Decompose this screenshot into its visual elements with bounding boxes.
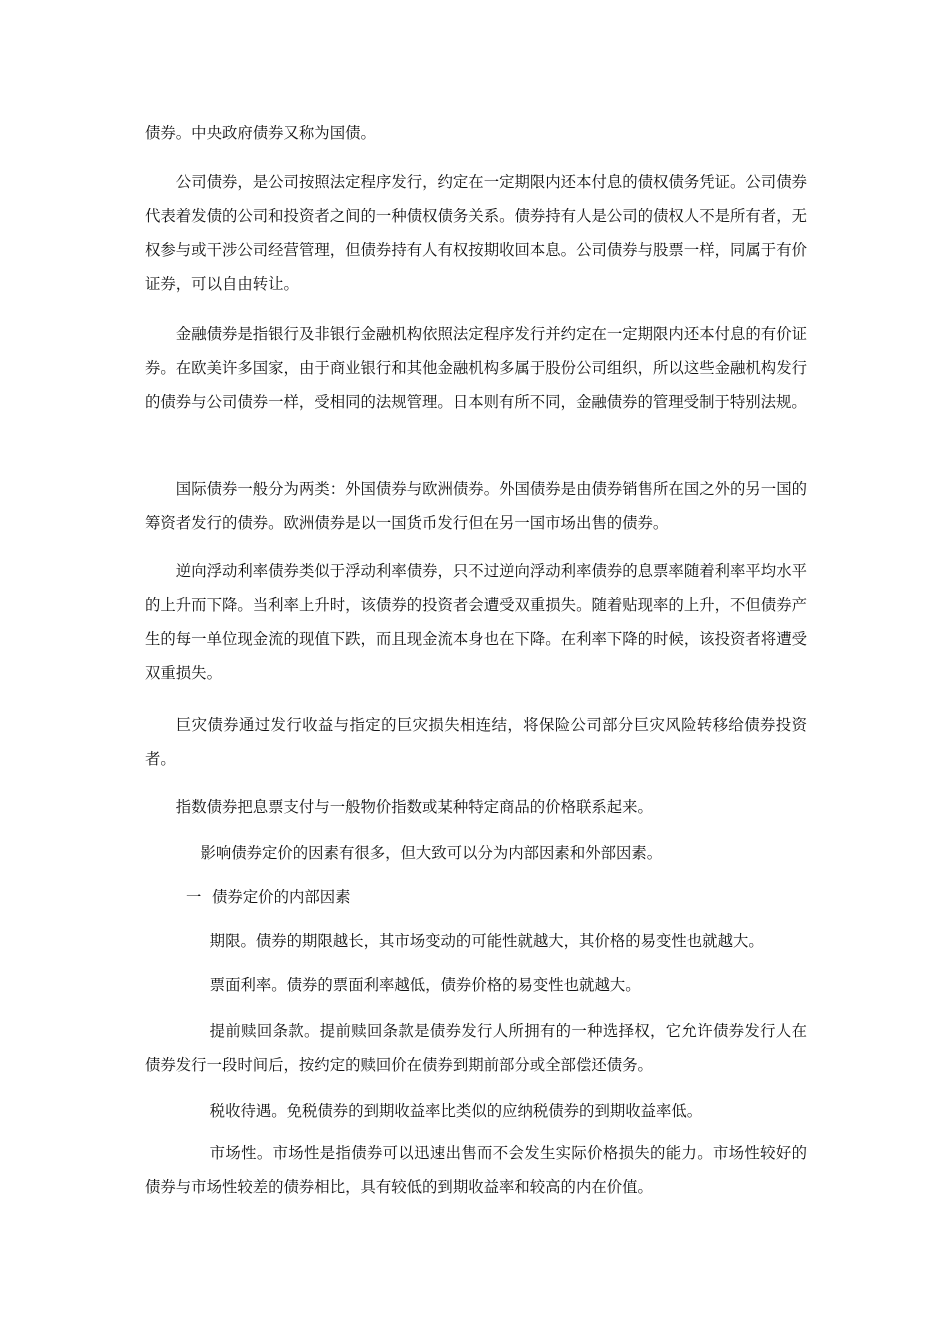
paragraph-catastrophe-bonds: 巨灾债券通过发行收益与指定的巨灾损失相连结，将保险公司部分巨灾风险转移给债券投资者。 (145, 716, 807, 768)
section-number: 一 (186, 888, 202, 906)
factor-call-provision: 提前赎回条款。提前赎回条款是债券发行人所拥有的一种选择权，它允许债券发行人在债券发行一段时间后，按约定的赎回价在债券到期前部分或全部偿还债务。 (145, 1022, 807, 1074)
paragraph-corporate-bonds: 公司债券，是公司按照法定程序发行，约定在一定期限内还本付息的债权债务凭证。公司债券代表着发债的公司和投资者之间的一种债权债务关系。债券持有人是公司的债权人不是所有者，无权参与或干涉公司经营管理，但债券持有人有权按期收回本息。公司债券与股票一样，同属于有价证券，可以自由转让。 (145, 173, 807, 293)
section-heading (186, 880, 351, 914)
paragraph-inverse-floating-bonds: 逆向浮动利率债券类似于浮动利率债券，只不过逆向浮动利率债券的息票率随着利率平均水平的上升而下降。当利率上升时，该债券的投资者会遭受双重损失。随着贴现率的上升，不但债券产生的每一单位现金流的现值下跌，而且现金流本身也在下降。在利率下降的时候，该投资者将遭受双重损失。 (145, 562, 807, 682)
paragraph-international-bonds: 国际债券一般分为两类：外国债券与欧洲债券。外国债券是由债券销售所在国之外的另一国的筹资者发行的债券。欧洲债券是以一国货币发行但在另一国市场出售的债券。 (145, 480, 807, 532)
factor-marketability: 市场性。市场性是指债券可以迅速出售而不会发生实际价格损失的能力。市场性较好的债券与市场性较差的债券相比，具有较低的到期收益率和较高的内在价值。 (145, 1144, 807, 1196)
paragraph-pricing-factors-intro: 影响债券定价的因素有很多，但大致可以分为内部因素和外部因素。 (200, 844, 663, 862)
paragraph-index-bonds: 指数债券把息票支付与一般物价指数或某种特定商品的价格联系起来。 (175, 798, 653, 816)
paragraph-central-government-bonds: 债券。中央政府债券又称为国债。 (145, 124, 376, 142)
paragraph-financial-bonds: 金融债券是指银行及非银行金融机构依照法定程序发行并约定在一定期限内还本付息的有价证券。在欧美许多国家，由于商业银行和其他金融机构多属于股份公司组织，所以这些金融机构发行的债券与公司债券一样，受相同的法规管理。日本则有所不同，金融债券的管理受制于特别法规。 (145, 325, 807, 411)
factor-coupon-rate: 票面利率。债券的票面利率越低，债券价格的易变性也就越大。 (209, 976, 641, 994)
section-title: 债券定价的内部因素 (212, 888, 351, 906)
factor-maturity: 期限。债券的期限越长，其市场变动的可能性就越大，其价格的易变性也就越大。 (209, 932, 764, 950)
factor-tax-treatment: 税收待遇。免税债券的到期收益率比类似的应纳税债券的到期收益率低。 (209, 1102, 703, 1120)
